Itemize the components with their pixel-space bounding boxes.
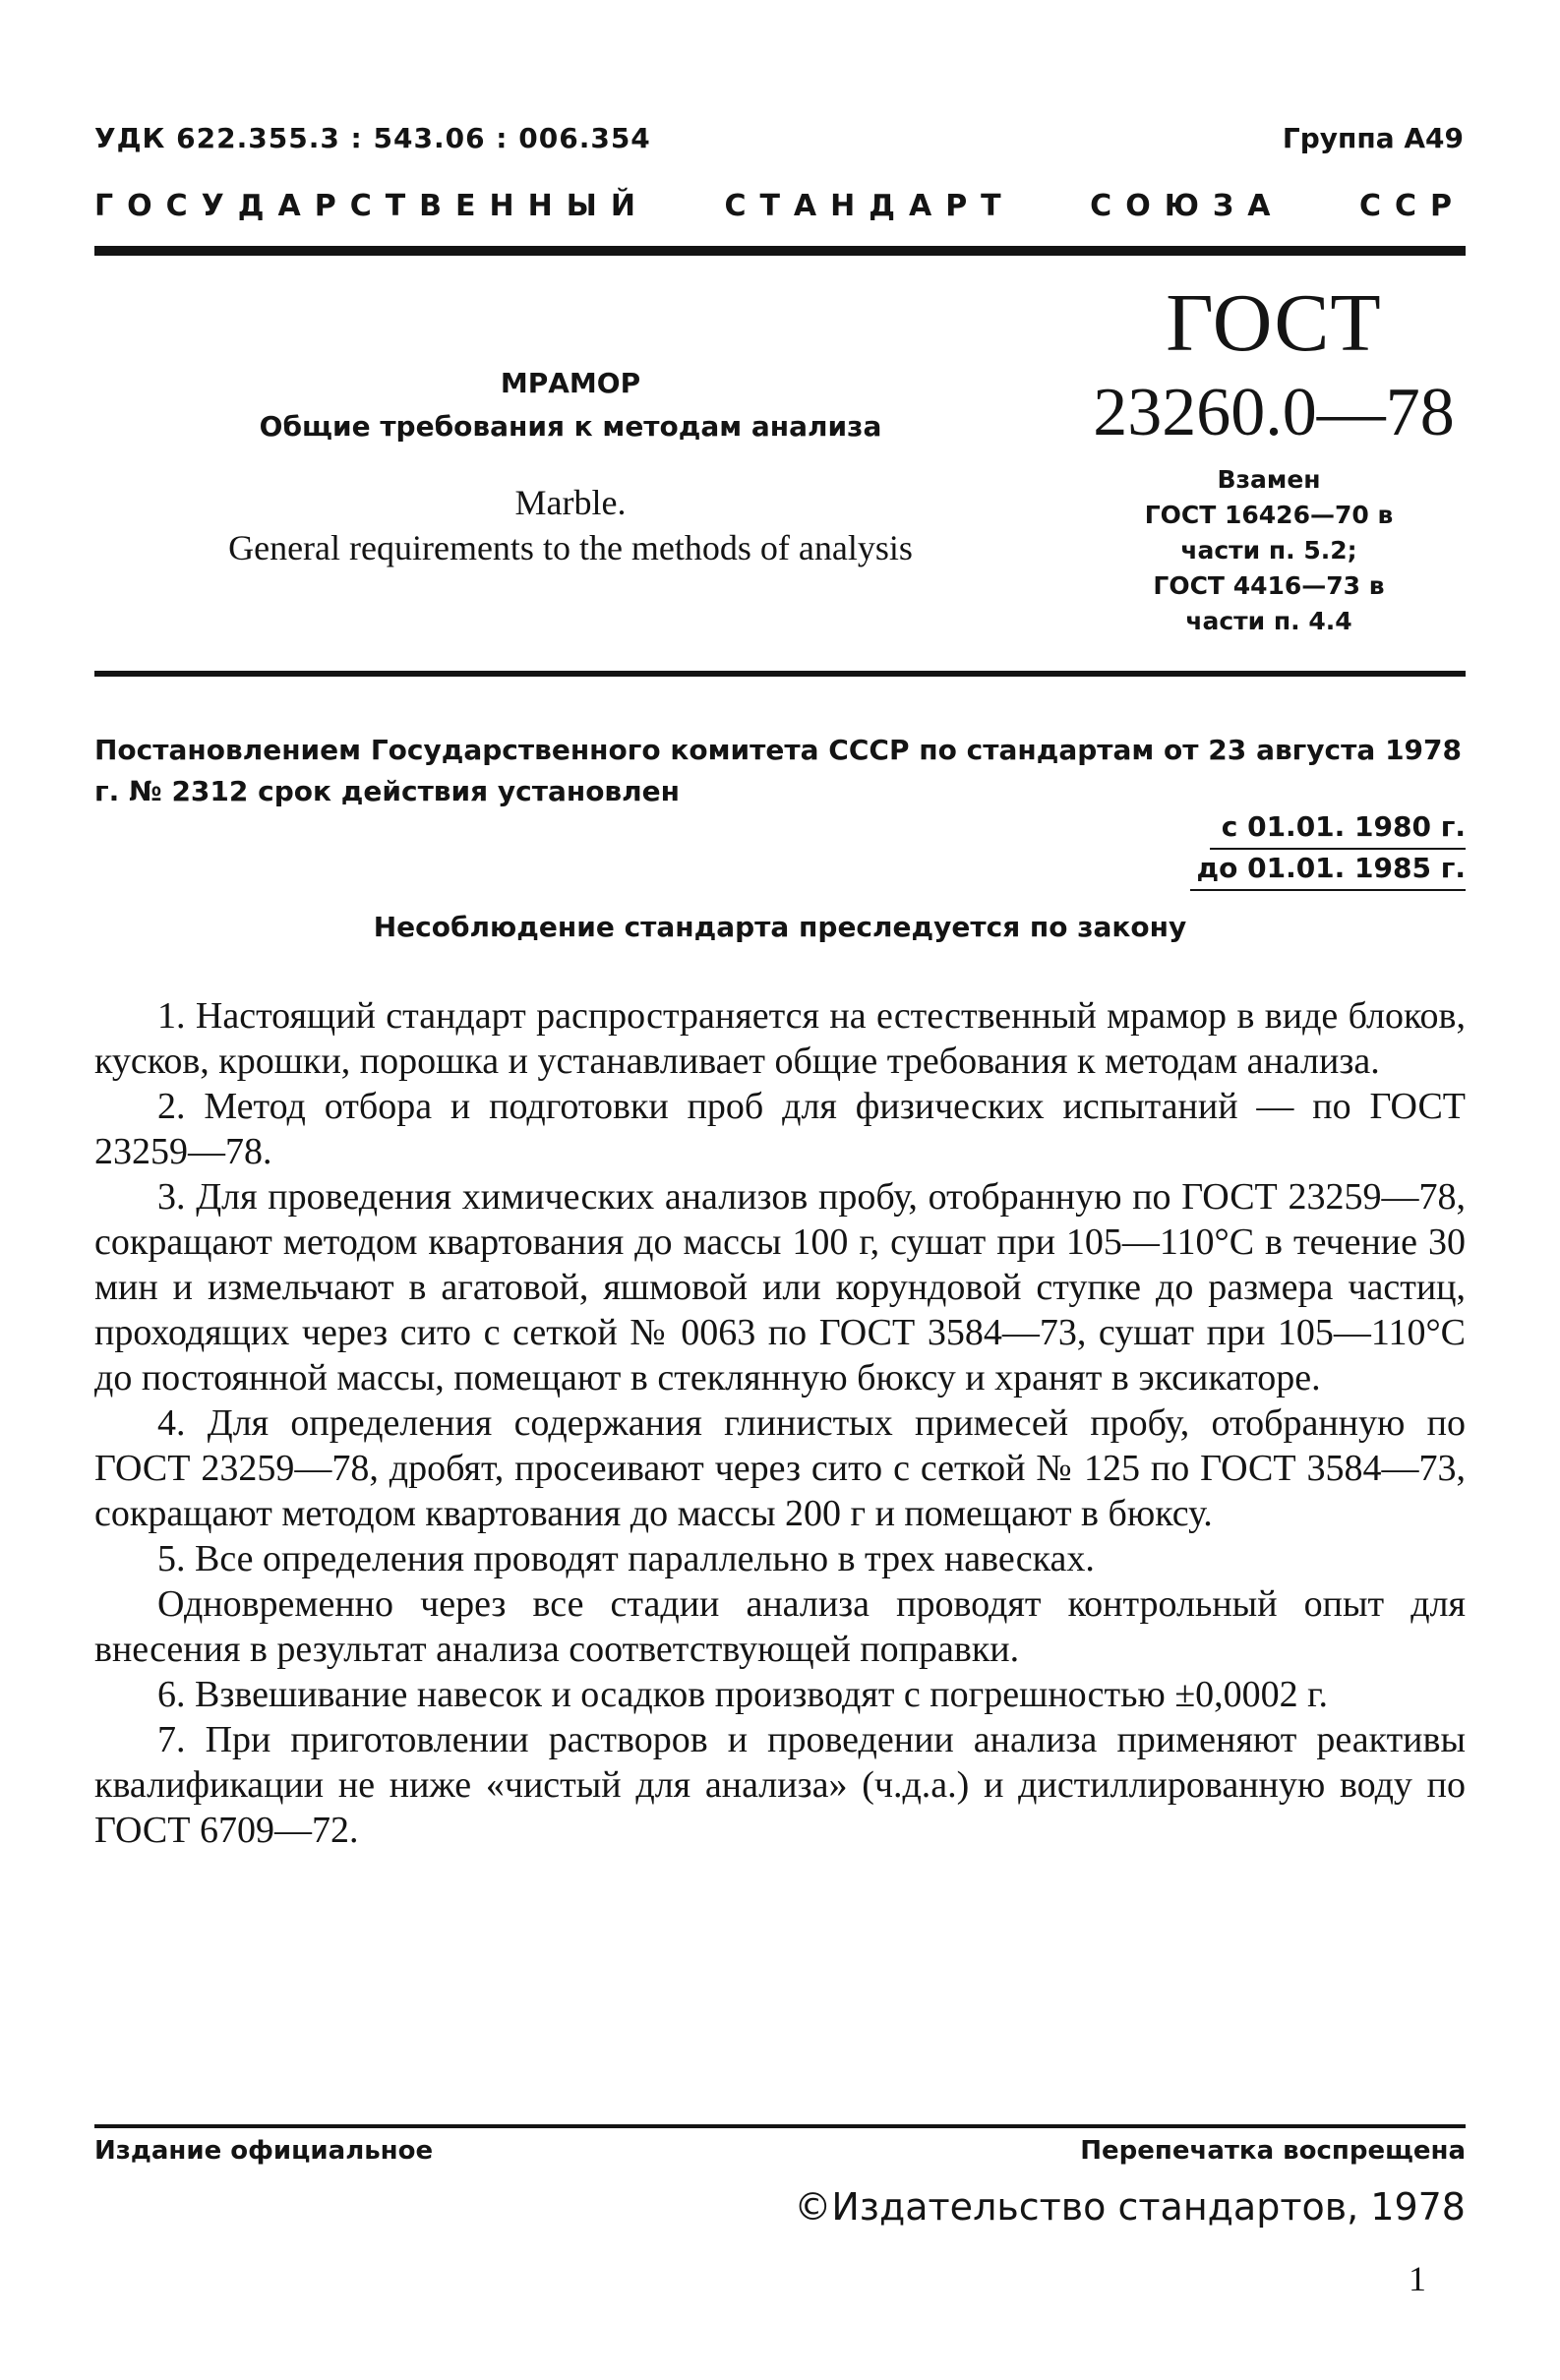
official-edition: Издание официальное bbox=[94, 2136, 434, 2166]
paragraph: 7. При приготовлении растворов и проведении анализа применяют реактивы квалификации не ниже «чистый для анализа» (ч.д.а.) и дистиллированную воду по ГОСТ 6709—72. bbox=[94, 1719, 1466, 1851]
paragraph: 6. Взвешивание навесок и осадков производят с погрешностью ±0,0002 г. bbox=[157, 1674, 1328, 1715]
violation-notice: Несоблюдение стандарта преследуется по закону bbox=[373, 911, 1187, 943]
gost-number: 23260.0—78 bbox=[1093, 375, 1455, 450]
replaces-line: ГОСТ 16426—70 в bbox=[1144, 501, 1394, 529]
replaces-line: Взамен bbox=[1217, 465, 1321, 494]
paragraph: Одновременно через все стадии анализа проводят контрольный опыт для внесения в результат анализа соответствующей поправки. bbox=[94, 1583, 1466, 1670]
english-subtitle: General requirements to the methods of analysis bbox=[228, 528, 913, 567]
state-word-1: ГОСУДАРСТВЕННЫЙ bbox=[94, 189, 649, 223]
title-block-en bbox=[138, 480, 1003, 570]
state-standard-heading bbox=[94, 189, 1466, 223]
state-word-4: ССР bbox=[1358, 189, 1466, 223]
document-body bbox=[94, 993, 1466, 1853]
replaces-line: части п. 4.4 bbox=[1185, 607, 1352, 635]
replaces-block bbox=[1102, 462, 1436, 639]
footer-rule bbox=[94, 2124, 1466, 2128]
title-block-ru bbox=[138, 362, 1003, 448]
effective-from: с 01.01. 1980 г. bbox=[1221, 810, 1466, 843]
reprint-notice: Перепечатка воспрещена bbox=[1080, 2136, 1466, 2166]
effective-to: до 01.01. 1985 г. bbox=[1196, 852, 1466, 884]
udk-code: УДК 622.355.3 : 543.06 : 006.354 bbox=[94, 122, 651, 154]
english-title: Marble. bbox=[514, 483, 627, 522]
date-rule bbox=[1190, 889, 1466, 891]
paragraph: 3. Для проведения химических анализов пробу, отобранную по ГОСТ 23259—78, сокращают методом квартования до массы 100 г, сушат при 105—110°С в течение 30 мин и измельчают в агатовой, яшмовой или корундовой ступке до размера частиц, проходящих через сито с сеткой № 0063 по ГОСТ 3584—73, сушат при 105—110°С до постоянной массы, помещают в стеклянную бюксу и хранят в эксикаторе. bbox=[94, 1176, 1466, 1398]
page-number: 1 bbox=[1409, 2259, 1426, 2298]
gost-label: ГОСТ bbox=[1166, 277, 1382, 369]
state-word-2: СТАНДАРТ bbox=[724, 189, 1015, 223]
paragraph: 5. Все определения проводят параллельно в трех навесках. bbox=[157, 1538, 1095, 1579]
replaces-line: ГОСТ 4416—73 в bbox=[1153, 571, 1385, 600]
state-word-3: СОЮЗА bbox=[1090, 189, 1285, 223]
paragraph: 2. Метод отбора и подготовки проб для физических испытаний — по ГОСТ 23259—78. bbox=[94, 1086, 1466, 1172]
date-rule bbox=[1210, 848, 1466, 850]
group-code: Группа А49 bbox=[1282, 122, 1464, 154]
paragraph: 1. Настоящий стандарт распространяется на естественный мрамор в виде блоков, кусков, крошки, порошка и устанавливает общие требования к методам анализа. bbox=[94, 995, 1466, 1082]
document-title: МРАМОР bbox=[500, 367, 641, 399]
paragraph: 4. Для определения содержания глинистых примесей пробу, отобранную по ГОСТ 23259—78, дробят, просеивают через сито с сеткой № 125 по ГОСТ 3584—73, сокращают методом квартования до массы 200 г и помещают в бюксу. bbox=[94, 1402, 1466, 1534]
publisher-copyright: ©Издательство стандартов, 1978 bbox=[794, 2185, 1466, 2229]
replaces-line: части п. 5.2; bbox=[1180, 536, 1357, 565]
top-rule bbox=[94, 246, 1466, 256]
decree-text: Постановлением Государственного комитета СССР по стандартам от 23 августа 1978 г. № 2312 срок действия установлен bbox=[94, 734, 1462, 807]
document-subtitle: Общие требования к методам анализа bbox=[259, 410, 882, 443]
title-bottom-rule bbox=[94, 671, 1466, 677]
